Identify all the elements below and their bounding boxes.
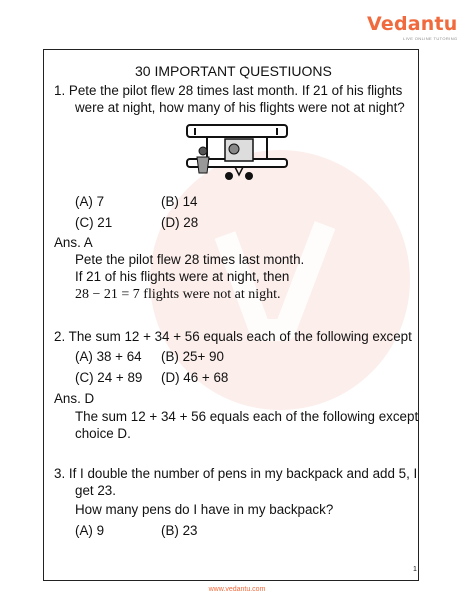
q2-option-b: (B) 25+ 90 bbox=[161, 349, 224, 364]
logo-text: Vedantu bbox=[367, 13, 458, 35]
q1-text-line2: were at night, how many of his flights were not at night? bbox=[75, 100, 405, 115]
q1-option-a: (A) 7 bbox=[75, 194, 105, 209]
q3-option-a: (A) 9 bbox=[75, 523, 105, 538]
q1-option-c: (C) 21 bbox=[75, 215, 113, 230]
airplane-illustration bbox=[185, 123, 289, 181]
q3-text-line1: 3. If I double the number of pens in my backpack and add 5, I bbox=[54, 466, 418, 481]
page-title: 30 IMPORTANT QUESTIUONS bbox=[135, 63, 332, 79]
q2-option-d: (D) 46 + 68 bbox=[161, 370, 229, 385]
q3-text-line2: get 23. bbox=[75, 483, 116, 498]
page-number: 1 bbox=[413, 566, 417, 573]
q1-explanation-line2: If 21 of his flights were at night, then bbox=[75, 269, 290, 284]
q1-text-line1: 1. Pete the pilot flew 28 times last month. If 21 of his flights bbox=[54, 83, 403, 98]
footer-url-link[interactable]: www.vedantu.com bbox=[208, 586, 266, 593]
q2-answer: Ans. D bbox=[54, 391, 95, 406]
q1-explanation-line3: 28 − 21 = 7 flights were not at night. bbox=[75, 287, 281, 302]
q2-option-c: (C) 24 + 89 bbox=[75, 370, 143, 385]
q3-text-line3: How many pens do I have in my backpack? bbox=[75, 502, 334, 517]
q1-option-b: (B) 14 bbox=[161, 194, 198, 209]
q1-explanation-line1: Pete the pilot flew 28 times last month. bbox=[75, 252, 305, 267]
q1-answer: Ans. A bbox=[54, 235, 93, 250]
q2-text-line1: 2. The sum 12 + 34 + 56 equals each of the following except bbox=[54, 329, 412, 344]
q2-explanation-line2: choice D. bbox=[75, 426, 131, 441]
q1-option-d: (D) 28 bbox=[161, 215, 199, 230]
q3-option-b: (B) 23 bbox=[161, 523, 198, 538]
vedantu-logo[interactable] bbox=[367, 14, 458, 41]
q2-explanation-line1: The sum 12 + 34 + 56 equals each of the following except bbox=[75, 409, 419, 424]
q2-option-a: (A) 38 + 64 bbox=[75, 349, 142, 364]
logo-tagline: LIVE ONLINE TUTORING bbox=[402, 36, 458, 41]
